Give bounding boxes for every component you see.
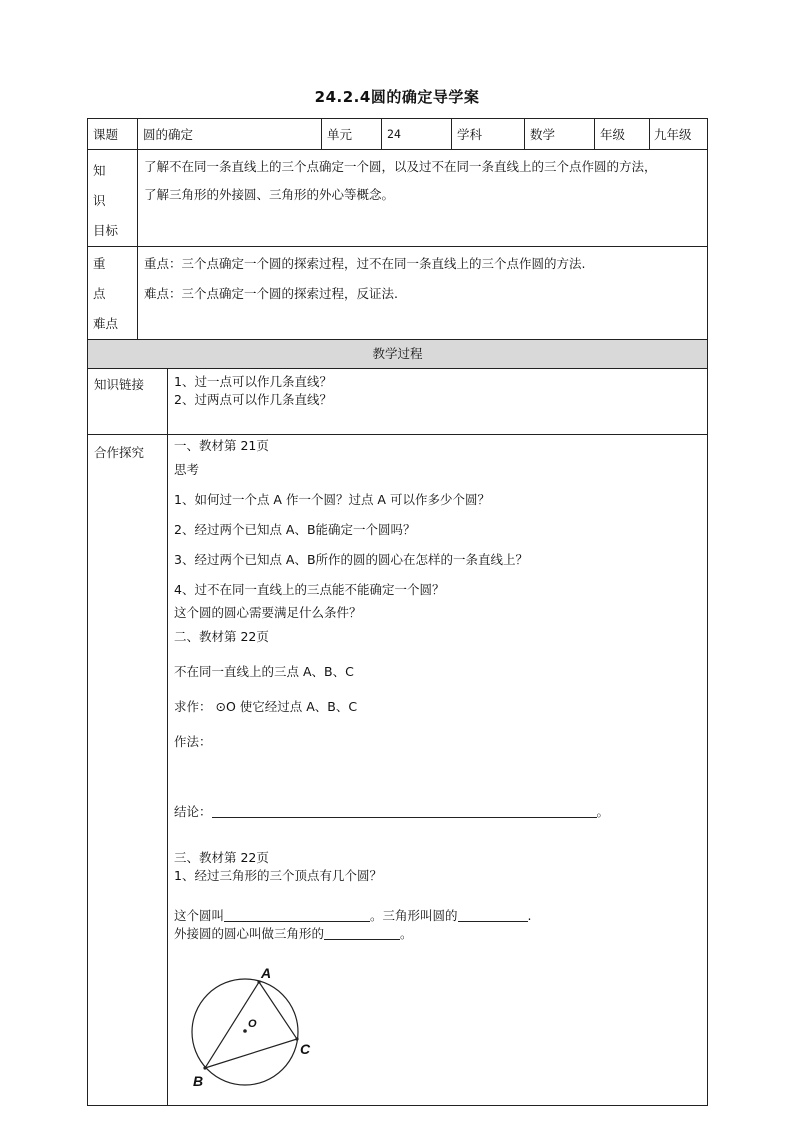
objectives-row: [88, 150, 708, 247]
header-row: [88, 119, 708, 150]
conclusion-line: 结论： 。: [174, 804, 610, 819]
question-4: 4、过不在同一直线上的三点能不能确定一个圆？: [174, 582, 445, 597]
center-point: [243, 1029, 247, 1033]
vertex-b: [203, 1066, 206, 1069]
subject-value: 数学: [525, 119, 595, 150]
knowledge-link-content: [168, 369, 708, 435]
keypoints-row: [88, 247, 708, 340]
question-5: 1、经过三角形的三个顶点有几个圆？: [174, 868, 382, 883]
construct-text: 求作： ⊙O 使它经过点 A、B、C: [174, 699, 358, 714]
course-label: 课题: [88, 119, 138, 150]
course-value: 圆的确定: [138, 119, 322, 150]
label-o: O: [248, 1018, 257, 1030]
label-b: B: [193, 1073, 204, 1089]
process-heading-row: [88, 340, 708, 369]
knowledge-link-item-2: 2、过两点可以作几条直线？: [174, 392, 332, 407]
part1-title: 一、教材第 21页: [174, 438, 269, 453]
question-1: 1、如何过一个点 A 作一个圆？过点 A 可以作多少个圆？: [174, 492, 490, 507]
label-a: A: [261, 965, 272, 981]
fill-line-1: 这个圆叫 。三角形叫圆的 .: [174, 908, 532, 923]
inscribed-blank[interactable]: [458, 908, 528, 922]
vertex-c: [295, 1037, 298, 1040]
label-c: C: [300, 1041, 311, 1057]
conclusion-blank[interactable]: [212, 804, 597, 818]
circumcircle-blank[interactable]: [224, 908, 370, 922]
explore-label: 合作探究: [88, 435, 168, 1106]
circumcircle-figure: [178, 965, 318, 1095]
grade-label: 年级: [595, 119, 650, 150]
keypoints-label: 重 点 难点: [88, 247, 138, 340]
knowledge-link-label: 知识链接: [88, 369, 168, 435]
page-title: 24.2.4圆的确定导学案: [314, 88, 480, 106]
circumcenter-blank[interactable]: [324, 926, 400, 940]
method-label: 作法：: [174, 734, 212, 749]
knowledge-link-item-1: 1、过一点可以作几条直线？: [174, 374, 332, 389]
question-2: 2、经过两个已知点 A、B能确定一个圆吗？: [174, 522, 416, 537]
objectives-label: 知 识 目标: [88, 150, 138, 247]
question-3: 3、经过两个已知点 A、B所作的圆的圆心在怎样的一条直线上？: [174, 552, 529, 567]
subject-label: 学科: [452, 119, 525, 150]
part3-title: 三、教材第 22页: [174, 850, 269, 865]
part2-title: 二、教材第 22页: [174, 629, 269, 644]
unit-label: 单元: [322, 119, 382, 150]
lesson-table: [87, 118, 708, 1106]
think-label: 思考: [174, 462, 200, 477]
grade-value: 九年级: [650, 119, 708, 150]
knowledge-link-row: [88, 369, 708, 435]
question-4b: 这个圆的圆心需要满足什么条件？: [174, 605, 362, 620]
explore-row: [88, 435, 708, 1106]
objectives-content: 了解不在同一条直线上的三个点确定一个圆，以及过不在同一条直线上的三个点作圆的方法， 了解三角形的外接圆、三角形的外心等概念。: [138, 150, 708, 247]
fill-line-2: 外接圆的圆心叫做三角形的 。: [174, 926, 413, 941]
process-heading: 教学过程: [88, 340, 708, 369]
keypoints-content: 重点：三个点确定一个圆的探索过程，过不在同一条直线上的三个点作圆的方法. 难点：三个点确定一个圆的探索过程，反证法.: [138, 247, 708, 340]
explore-content: [168, 435, 708, 1106]
unit-value: 24: [382, 119, 452, 150]
given-text: 不在同一直线上的三点 A、B、C: [174, 664, 354, 679]
